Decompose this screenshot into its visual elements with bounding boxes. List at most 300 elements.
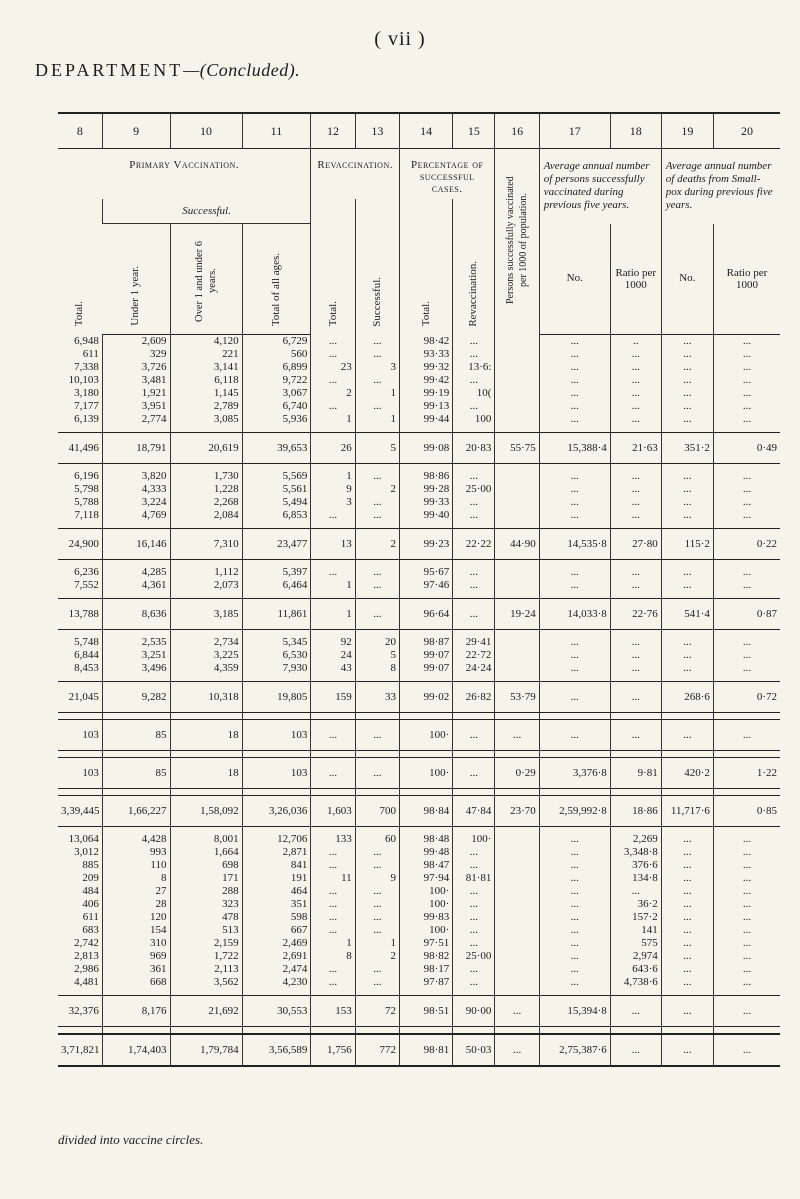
table-cell: 99·33 bbox=[400, 496, 453, 509]
table-row bbox=[58, 636, 780, 649]
table-cell: ... bbox=[610, 413, 661, 426]
table-cell: 8 bbox=[355, 662, 399, 675]
total-row bbox=[58, 996, 780, 1027]
table-cell bbox=[495, 911, 539, 924]
table-cell: 6,853 bbox=[242, 509, 311, 522]
header-no: No. bbox=[539, 224, 610, 335]
table-cell: 3,562 bbox=[170, 976, 242, 989]
table-cell: ... bbox=[453, 400, 495, 413]
column-number: 15 bbox=[453, 113, 495, 149]
column-number: 13 bbox=[355, 113, 399, 149]
table-cell: ... bbox=[539, 898, 610, 911]
table-cell: ... bbox=[661, 950, 713, 963]
table-cell: 25·00 bbox=[453, 950, 495, 963]
table-cell: 99·40 bbox=[400, 509, 453, 522]
table-cell: ... bbox=[610, 361, 661, 374]
vaccination-table bbox=[58, 112, 780, 1067]
table-cell: 5,788 bbox=[74, 496, 99, 508]
table-cell: ... bbox=[713, 374, 780, 387]
table-cell: 100· bbox=[400, 885, 453, 898]
table-cell: 99·08 bbox=[400, 433, 453, 464]
table-cell: 3,251 bbox=[102, 649, 170, 662]
table-cell: ... bbox=[713, 963, 780, 976]
table-cell bbox=[495, 885, 539, 898]
table-cell: 11 bbox=[311, 872, 355, 885]
table-cell: ... bbox=[355, 924, 399, 937]
table-cell: ... bbox=[713, 872, 780, 885]
table-cell: 85 bbox=[102, 720, 170, 751]
table-cell: 4,361 bbox=[102, 579, 170, 592]
header-revaccination: Revaccination. bbox=[311, 149, 400, 200]
table-cell: 120 bbox=[102, 911, 170, 924]
table-cell: ... bbox=[311, 374, 355, 387]
table-cell: ... bbox=[539, 937, 610, 950]
table-cell: 221 bbox=[170, 348, 242, 361]
table-cell: ... bbox=[713, 898, 780, 911]
table-cell: 154 bbox=[102, 924, 170, 937]
table-cell: ... bbox=[539, 885, 610, 898]
table-cell: 33 bbox=[355, 682, 399, 713]
table-cell: 12,706 bbox=[242, 833, 311, 846]
table-cell: 2,268 bbox=[170, 496, 242, 509]
table-cell: ... bbox=[311, 976, 355, 989]
table-cell: 99·23 bbox=[400, 529, 453, 560]
table-cell: 21·63 bbox=[610, 433, 661, 464]
table-cell bbox=[495, 509, 539, 522]
table-cell: 4,333 bbox=[102, 483, 170, 496]
table-cell: ... bbox=[453, 470, 495, 483]
table-cell: 53·79 bbox=[495, 682, 539, 713]
table-cell: ... bbox=[539, 374, 610, 387]
table-cell: 4,230 bbox=[242, 976, 311, 989]
table-cell: 3,185 bbox=[170, 599, 242, 630]
table-cell: 100· bbox=[400, 898, 453, 911]
table-cell: ... bbox=[311, 400, 355, 413]
table-cell: ... bbox=[661, 483, 713, 496]
header-pct-revaccination: Revaccination. bbox=[453, 199, 495, 335]
table-cell: ... bbox=[355, 720, 399, 751]
table-cell: 97·46 bbox=[400, 579, 453, 592]
table-cell: 20·83 bbox=[453, 433, 495, 464]
table-cell: 90·00 bbox=[453, 996, 495, 1027]
table-cell: 2 bbox=[355, 950, 399, 963]
table-cell: 6,196 bbox=[74, 470, 99, 482]
table-cell: 541·4 bbox=[661, 599, 713, 630]
table-cell: 39,653 bbox=[242, 433, 311, 464]
table-cell: 20 bbox=[355, 636, 399, 649]
table-cell: 98·42 bbox=[400, 335, 453, 349]
table-body bbox=[58, 335, 780, 1067]
table-cell: 484 bbox=[82, 885, 99, 897]
table-cell: 9,722 bbox=[242, 374, 311, 387]
table-cell: 2,474 bbox=[242, 963, 311, 976]
table-cell: 103 bbox=[58, 758, 102, 789]
column-number: 18 bbox=[610, 113, 661, 149]
table-cell: ... bbox=[661, 833, 713, 846]
table-cell: 1,145 bbox=[170, 387, 242, 400]
table-cell: 1 bbox=[311, 579, 355, 592]
table-cell: ... bbox=[713, 976, 780, 989]
table-cell: ... bbox=[539, 509, 610, 522]
table-cell: ... bbox=[453, 937, 495, 950]
total-row bbox=[58, 758, 780, 789]
header-over-1-under-6: Over 1 and under 6 years. bbox=[170, 224, 242, 335]
table-cell: 3,951 bbox=[102, 400, 170, 413]
table-cell bbox=[495, 400, 539, 413]
table-cell: ... bbox=[453, 924, 495, 937]
table-cell: 6,740 bbox=[242, 400, 311, 413]
table-cell: 700 bbox=[355, 796, 399, 827]
table-cell: ... bbox=[713, 859, 780, 872]
table-row bbox=[58, 872, 780, 885]
table-cell: ... bbox=[539, 682, 610, 713]
table-cell: 9 bbox=[355, 872, 399, 885]
table-cell bbox=[495, 335, 539, 349]
table-cell: 2,742 bbox=[74, 937, 99, 949]
table-cell bbox=[495, 976, 539, 989]
table-cell: 14,033·8 bbox=[539, 599, 610, 630]
table-cell: 969 bbox=[102, 950, 170, 963]
table-cell: 1 bbox=[311, 937, 355, 950]
table-cell: 2,113 bbox=[170, 963, 242, 976]
page-title bbox=[35, 60, 300, 81]
table-cell bbox=[495, 361, 539, 374]
table-cell: 141 bbox=[610, 924, 661, 937]
table-cell: 13,064 bbox=[68, 833, 99, 845]
table-cell: ... bbox=[311, 566, 355, 579]
table-cell: ... bbox=[661, 859, 713, 872]
table-cell: 0·85 bbox=[713, 796, 780, 827]
table-cell: 41,496 bbox=[58, 433, 102, 464]
table-row bbox=[58, 413, 780, 426]
table-cell: ... bbox=[610, 387, 661, 400]
table-cell: 1 bbox=[311, 599, 355, 630]
table-cell: ... bbox=[610, 636, 661, 649]
table-cell bbox=[495, 859, 539, 872]
table-cell: 376·6 bbox=[610, 859, 661, 872]
table-cell: 98·51 bbox=[400, 996, 453, 1027]
table-cell bbox=[495, 374, 539, 387]
table-cell: ... bbox=[311, 911, 355, 924]
column-number: 16 bbox=[495, 113, 539, 149]
column-number: 9 bbox=[102, 113, 170, 149]
header-total-all-ages: Total of all ages. bbox=[242, 224, 311, 335]
table-cell: 7,177 bbox=[74, 400, 99, 412]
table-cell: ... bbox=[661, 996, 713, 1027]
table-cell: 841 bbox=[242, 859, 311, 872]
table-cell: 3,820 bbox=[102, 470, 170, 483]
table-cell: 9,282 bbox=[102, 682, 170, 713]
table-cell: ... bbox=[539, 662, 610, 675]
table-cell: 2,734 bbox=[170, 636, 242, 649]
table-cell: 23,477 bbox=[242, 529, 311, 560]
table-row bbox=[58, 566, 780, 579]
title-main: DEPARTMENT bbox=[35, 60, 184, 80]
header-average-vaccinated: Average annual number of persons successfully vaccinated during previous five years. bbox=[539, 149, 661, 224]
table-cell: ... bbox=[661, 963, 713, 976]
column-number: 8 bbox=[58, 113, 102, 149]
table-cell: 560 bbox=[242, 348, 311, 361]
table-cell bbox=[495, 846, 539, 859]
table-cell: ... bbox=[453, 911, 495, 924]
table-cell: ... bbox=[713, 885, 780, 898]
table-cell: ... bbox=[495, 720, 539, 751]
table-cell: 50·03 bbox=[453, 1034, 495, 1066]
table-cell: 0·29 bbox=[495, 758, 539, 789]
column-number: 14 bbox=[400, 113, 453, 149]
table-cell: ... bbox=[539, 413, 610, 426]
table-cell: 8,001 bbox=[170, 833, 242, 846]
footnote: divided into vaccine circles. bbox=[58, 1132, 204, 1147]
table-cell: ... bbox=[495, 1034, 539, 1066]
statistics-table-wrapper bbox=[58, 112, 780, 1067]
table-cell: 18·86 bbox=[610, 796, 661, 827]
table-cell: 2,75,387·6 bbox=[539, 1034, 610, 1066]
table-cell: 16,146 bbox=[102, 529, 170, 560]
table-row bbox=[58, 898, 780, 911]
table-cell: 3,481 bbox=[102, 374, 170, 387]
table-cell bbox=[495, 636, 539, 649]
table-cell: ... bbox=[539, 924, 610, 937]
table-cell: 24·24 bbox=[453, 662, 495, 675]
table-cell: 3,012 bbox=[74, 846, 99, 858]
table-cell: 5,569 bbox=[242, 470, 311, 483]
table-cell: 19,805 bbox=[242, 682, 311, 713]
table-row bbox=[58, 846, 780, 859]
table-cell: 329 bbox=[102, 348, 170, 361]
table-row bbox=[58, 335, 780, 349]
table-row bbox=[58, 470, 780, 483]
table-cell: 1,58,092 bbox=[170, 796, 242, 827]
table-cell: ... bbox=[355, 400, 399, 413]
table-cell: 2,535 bbox=[102, 636, 170, 649]
table-cell: ... bbox=[713, 361, 780, 374]
table-cell: 24,900 bbox=[58, 529, 102, 560]
table-cell bbox=[495, 898, 539, 911]
table-cell: ... bbox=[539, 496, 610, 509]
table-cell: 0·87 bbox=[713, 599, 780, 630]
table-cell: 36·2 bbox=[610, 898, 661, 911]
table-cell: 3,71,821 bbox=[58, 1034, 102, 1066]
table-cell: 3,39,445 bbox=[58, 796, 102, 827]
table-cell: ... bbox=[311, 846, 355, 859]
table-cell: ... bbox=[610, 496, 661, 509]
table-cell: ... bbox=[355, 496, 399, 509]
table-cell: ... bbox=[713, 400, 780, 413]
table-cell: 98·17 bbox=[400, 963, 453, 976]
table-cell: ... bbox=[311, 924, 355, 937]
table-cell: 93·33 bbox=[400, 348, 453, 361]
total-row bbox=[58, 599, 780, 630]
table-cell: ... bbox=[355, 898, 399, 911]
table-cell: ... bbox=[661, 413, 713, 426]
table-cell: 4,738·6 bbox=[610, 976, 661, 989]
table-cell: 27 bbox=[102, 885, 170, 898]
table-cell: ... bbox=[453, 496, 495, 509]
table-cell: ... bbox=[713, 911, 780, 924]
table-cell: ... bbox=[713, 348, 780, 361]
table-cell: 1 bbox=[355, 413, 399, 426]
table-cell: 1,228 bbox=[170, 483, 242, 496]
table-cell: 9·81 bbox=[610, 758, 661, 789]
table-cell: 6,899 bbox=[242, 361, 311, 374]
table-cell: ... bbox=[311, 885, 355, 898]
table-cell: ... bbox=[610, 720, 661, 751]
table-cell: 3 bbox=[311, 496, 355, 509]
table-cell: 8,176 bbox=[102, 996, 170, 1027]
table-cell: 99·13 bbox=[400, 400, 453, 413]
column-number: 11 bbox=[242, 113, 311, 149]
table-cell: 6,844 bbox=[74, 649, 99, 661]
table-cell: ... bbox=[311, 509, 355, 522]
table-cell: 3,56,589 bbox=[242, 1034, 311, 1066]
table-cell: ... bbox=[539, 911, 610, 924]
table-cell: ... bbox=[539, 859, 610, 872]
table-cell: 98·86 bbox=[400, 470, 453, 483]
table-row bbox=[58, 483, 780, 496]
table-cell: 92 bbox=[311, 636, 355, 649]
table-cell: 575 bbox=[610, 937, 661, 950]
table-cell: 99·02 bbox=[400, 682, 453, 713]
table-cell: 23 bbox=[311, 361, 355, 374]
table-cell: 97·87 bbox=[400, 976, 453, 989]
table-cell: 2 bbox=[311, 387, 355, 400]
table-cell: 2,813 bbox=[74, 950, 99, 962]
total-row bbox=[58, 433, 780, 464]
table-cell: 95·67 bbox=[400, 566, 453, 579]
table-cell: 0·72 bbox=[713, 682, 780, 713]
table-row bbox=[58, 833, 780, 846]
table-cell: 3,376·8 bbox=[539, 758, 610, 789]
table-cell: ... bbox=[713, 335, 780, 349]
table-cell: 28 bbox=[102, 898, 170, 911]
table-cell: ... bbox=[713, 636, 780, 649]
table-cell: 1,921 bbox=[102, 387, 170, 400]
table-cell: 191 bbox=[242, 872, 311, 885]
table-cell: ... bbox=[610, 470, 661, 483]
table-row bbox=[58, 662, 780, 675]
table-cell: 611 bbox=[82, 348, 99, 360]
table-cell: 55·75 bbox=[495, 433, 539, 464]
table-cell: 72 bbox=[355, 996, 399, 1027]
table-cell: 1 bbox=[311, 413, 355, 426]
table-cell: ... bbox=[539, 348, 610, 361]
table-cell: ... bbox=[661, 470, 713, 483]
table-cell: ... bbox=[355, 470, 399, 483]
table-cell: ... bbox=[355, 566, 399, 579]
table-cell: ... bbox=[453, 720, 495, 751]
table-cell: ... bbox=[661, 579, 713, 592]
table-cell: 6,948 bbox=[74, 334, 99, 347]
table-cell: 2,269 bbox=[610, 833, 661, 846]
table-cell: 6,139 bbox=[74, 413, 99, 425]
table-cell: 103 bbox=[58, 720, 102, 751]
table-cell: 21,045 bbox=[58, 682, 102, 713]
table-cell bbox=[495, 566, 539, 579]
table-cell: ... bbox=[453, 579, 495, 592]
table-cell: ... bbox=[661, 846, 713, 859]
table-cell bbox=[495, 924, 539, 937]
table-cell: 29·41 bbox=[453, 636, 495, 649]
table-cell: 5,397 bbox=[242, 566, 311, 579]
table-cell: 5,561 bbox=[242, 483, 311, 496]
table-cell: ... bbox=[661, 348, 713, 361]
table-cell: 406 bbox=[82, 898, 99, 910]
table-cell: ... bbox=[539, 361, 610, 374]
table-cell: 2,609 bbox=[102, 335, 170, 349]
table-cell: 99·83 bbox=[400, 911, 453, 924]
table-row bbox=[58, 859, 780, 872]
table-cell: 1,66,227 bbox=[102, 796, 170, 827]
table-cell: 24 bbox=[311, 649, 355, 662]
table-cell: 97·51 bbox=[400, 937, 453, 950]
table-cell: ... bbox=[713, 996, 780, 1027]
table-cell: 6,118 bbox=[170, 374, 242, 387]
table-cell: ... bbox=[713, 937, 780, 950]
table-cell: 1·22 bbox=[713, 758, 780, 789]
table-cell: 19·24 bbox=[495, 599, 539, 630]
table-cell: 1,79,784 bbox=[170, 1034, 242, 1066]
table-cell: 1,603 bbox=[311, 796, 355, 827]
table-cell: 4,285 bbox=[102, 566, 170, 579]
grand-total-row bbox=[58, 1034, 780, 1066]
table-cell: ... bbox=[355, 509, 399, 522]
table-cell: ... bbox=[311, 720, 355, 751]
table-cell: ... bbox=[661, 1034, 713, 1066]
table-cell: 323 bbox=[170, 898, 242, 911]
table-cell: ... bbox=[453, 976, 495, 989]
table-cell: ... bbox=[610, 374, 661, 387]
table-cell: 0·49 bbox=[713, 433, 780, 464]
table-cell: 10,318 bbox=[170, 682, 242, 713]
table-cell: 683 bbox=[82, 924, 99, 936]
table-cell: ... bbox=[610, 348, 661, 361]
table-cell: 20,619 bbox=[170, 433, 242, 464]
table-cell: ... bbox=[355, 599, 399, 630]
table-cell: 99·07 bbox=[400, 662, 453, 675]
table-cell: 643·6 bbox=[610, 963, 661, 976]
table-cell: ... bbox=[610, 662, 661, 675]
table-cell: ... bbox=[610, 566, 661, 579]
table-cell: 13 bbox=[311, 529, 355, 560]
table-cell: 5 bbox=[355, 649, 399, 662]
table-cell: 2,974 bbox=[610, 950, 661, 963]
table-cell: 3,141 bbox=[170, 361, 242, 374]
table-row bbox=[58, 387, 780, 400]
table-cell: ... bbox=[713, 413, 780, 426]
column-number: 10 bbox=[170, 113, 242, 149]
table-cell: ... bbox=[453, 599, 495, 630]
table-cell: 3,26,036 bbox=[242, 796, 311, 827]
table-cell: 1 bbox=[355, 387, 399, 400]
table-cell: 1 bbox=[311, 470, 355, 483]
table-row bbox=[58, 374, 780, 387]
table-cell: 698 bbox=[170, 859, 242, 872]
table-cell: 5,494 bbox=[242, 496, 311, 509]
table-cell: ... bbox=[713, 566, 780, 579]
table-cell: 43 bbox=[311, 662, 355, 675]
table-cell: 103 bbox=[242, 758, 311, 789]
table-row bbox=[58, 579, 780, 592]
table-cell: 2,469 bbox=[242, 937, 311, 950]
table-cell: ... bbox=[713, 924, 780, 937]
table-cell: 27·80 bbox=[610, 529, 661, 560]
table-cell: ... bbox=[610, 579, 661, 592]
total-row bbox=[58, 720, 780, 751]
table-cell: 134·8 bbox=[610, 872, 661, 885]
table-cell: 22·76 bbox=[610, 599, 661, 630]
table-cell: ... bbox=[311, 758, 355, 789]
